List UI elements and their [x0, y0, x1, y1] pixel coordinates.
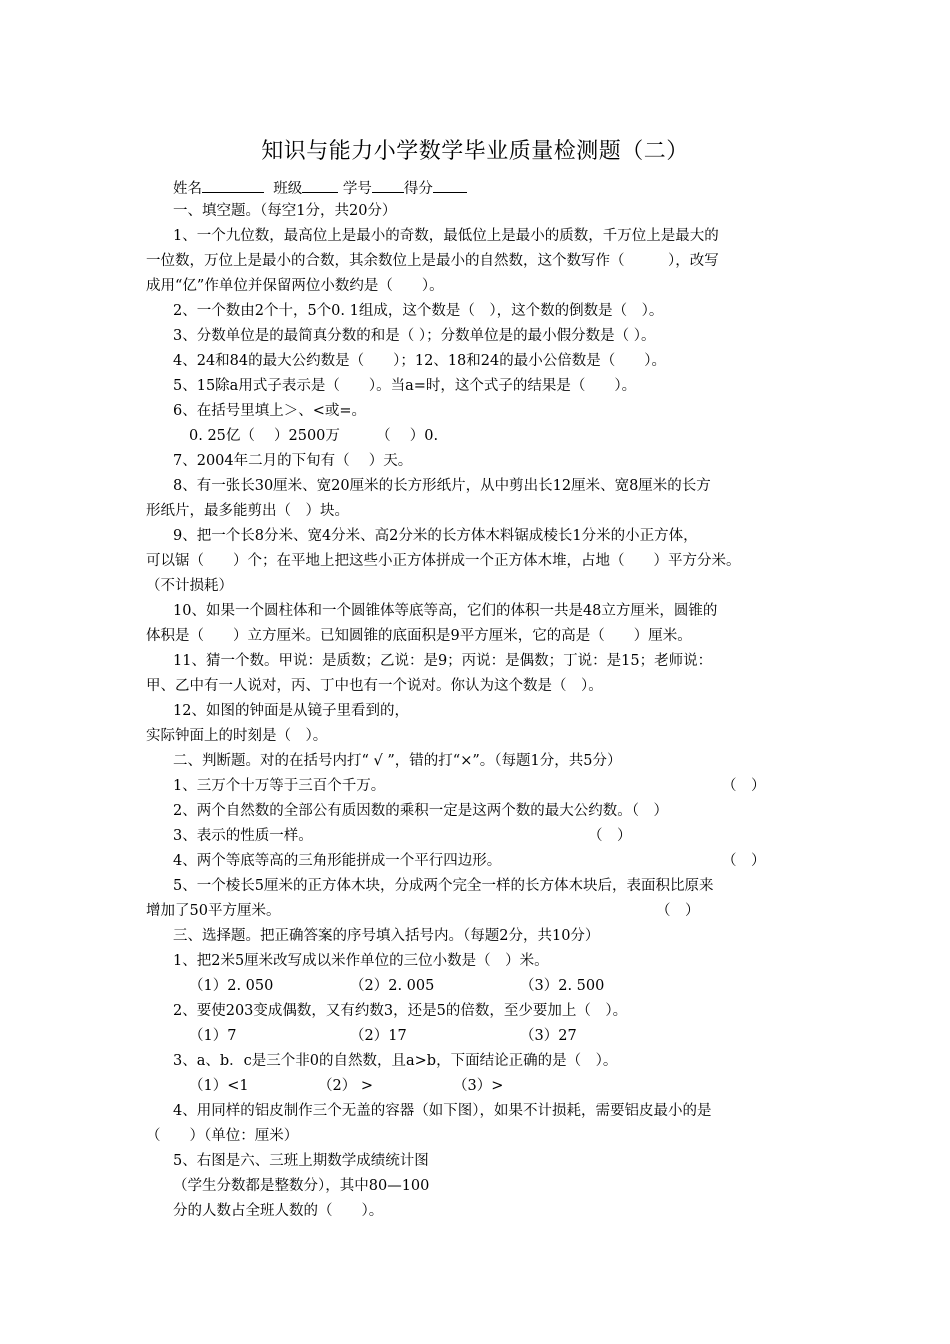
- s3-q5-line3: 分的人数占全班人数的（ ）。: [173, 1203, 384, 1219]
- section-1-heading: 一、填空题。（每空1分，共20分）: [173, 203, 397, 219]
- name-label: 姓名: [173, 181, 202, 197]
- s1-q12-line1: 12、如图的钟面是从镜子里看到的，: [173, 703, 409, 719]
- s3-q1-option-1[interactable]: （1）2. 050: [189, 978, 274, 994]
- s1-q11-line2: 甲、乙中有一人说对，丙、丁中也有一个说对。你认为这个数是（ ）。: [146, 678, 603, 694]
- s2-q1: 1、三万个十万等于三百个千万。: [173, 778, 386, 794]
- s1-q10-line1: 10、如果一个圆柱体和一个圆锥体等底等高，它们的体积一共是48立方厘米，圆锥的: [173, 603, 718, 619]
- s2-q5-line1: 5、一个棱长5厘米的正方体木块，分成两个完全一样的长方体木块后，表面积比原来: [173, 878, 714, 894]
- s3-q4-line2: （ ）（单位：厘米）: [146, 1128, 299, 1144]
- s3-q3: 3、a、b．c是三个非0的自然数，且a>b，下面结论正确的是（ ）。: [173, 1053, 618, 1069]
- s2-q5-line2: 增加了50平方厘米。: [146, 903, 281, 919]
- class-blank[interactable]: [302, 177, 338, 193]
- section-3-heading: 三、选择题。把正确答案的序号填入括号内。（每题2分，共10分）: [173, 928, 600, 944]
- s2-q3: 3、表示的性质一样。: [173, 828, 313, 844]
- s3-q2-option-1[interactable]: （1）7: [189, 1028, 237, 1044]
- page-title: 知识与能力小学数学毕业质量检测题（二）: [261, 139, 689, 164]
- number-label: 学号: [342, 181, 372, 197]
- name-blank[interactable]: [202, 177, 264, 193]
- s1-q8-line1: 8、有一张长30厘米、宽20厘米的长方形纸片，从中剪出长12厘米、宽8厘米的长方: [173, 478, 711, 494]
- s1-q7: 7、2004年二月的下旬有（ ）天。: [173, 453, 413, 469]
- s2-q3-answer-paren[interactable]: （ ）: [588, 828, 632, 844]
- s3-q5-line2: （学生分数都是整数分），其中80—100: [173, 1178, 430, 1194]
- s1-q1-line1: 1、一个九位数，最高位上是最小的奇数，最低位上是最小的质数，千万位上是最大的: [173, 228, 719, 244]
- s3-q1: 1、把2米5厘米改写成以米作单位的三位小数是（ ）米。: [173, 953, 549, 969]
- s1-q5: 5、15除a用式子表示是（ ）。当a=时，这个式子的结果是（ ）。: [173, 378, 637, 394]
- s2-q5-answer-paren[interactable]: （ ）: [656, 903, 700, 919]
- s1-q1-line3: 成用“亿”作单位并保留两位小数约是（ ）。: [146, 278, 444, 294]
- s1-q9-line3: （不计损耗）: [146, 578, 233, 594]
- s1-q8-line2: 形纸片，最多能剪出（ ）块。: [146, 503, 349, 519]
- score-label: 得分: [403, 181, 433, 197]
- s3-q5-line1: 5、右图是六、三班上期数学成绩统计图: [173, 1153, 429, 1169]
- s3-q2: 2、要使203变成偶数，又有约数3，还是5的倍数，至少要加上（ ）。: [173, 1003, 628, 1019]
- section-2-heading: 二、判断题。对的在括号内打“ √ ”，错的打“×”。（每题1分，共5分）: [173, 753, 622, 769]
- s1-q3: 3、分数单位是的最简真分数的和是（ ）；分数单位是的最小假分数是（ ）。: [173, 328, 656, 344]
- s3-q3-option-2[interactable]: （2） >: [318, 1078, 373, 1094]
- s2-q2: 2、两个自然数的全部公有质因数的乘积一定是这两个数的最大公约数。（ ）: [173, 803, 668, 819]
- s2-q4: 4、两个等底等高的三角形能拼成一个平行四边形。: [173, 853, 502, 869]
- s1-q2: 2、一个数由2个十，5个0. 1组成，这个数是（ ），这个数的倒数是（ ）。: [173, 303, 664, 319]
- s1-q9-line1: 9、把一个长8分米、宽4分米、高2分米的长方体木料锯成棱长1分米的小正方体，: [173, 528, 698, 544]
- score-blank[interactable]: [433, 177, 467, 193]
- student-info-line: [173, 177, 467, 199]
- s2-q4-answer-paren[interactable]: （ ）: [722, 853, 766, 869]
- s3-q3-option-3[interactable]: （3）>: [453, 1078, 504, 1094]
- s1-q12-line2: 实际钟面上的时刻是（ ）。: [146, 728, 328, 744]
- s3-q2-option-3[interactable]: （3）27: [520, 1028, 577, 1044]
- s1-q6: 6、在括号里填上＞、<或=。: [173, 403, 367, 419]
- class-label: 班级: [273, 181, 303, 197]
- s3-q1-option-2[interactable]: （2）2. 005: [350, 978, 435, 994]
- s1-q11-line1: 11、猜一个数。甲说：是质数；乙说：是9；丙说：是偶数；丁说：是15；老师说：: [173, 653, 713, 669]
- s1-q1-line2: 一位数，万位上是最小的合数，其余数位上是最小的自然数，这个数写作（ ），改写: [146, 253, 719, 269]
- s1-q4: 4、24和84的最大公约数是（ ）；12、18和24的最小公倍数是（ ）。: [173, 353, 666, 369]
- s2-q1-answer-paren[interactable]: （ ）: [722, 778, 766, 794]
- s3-q3-option-1[interactable]: （1）<1: [189, 1078, 249, 1094]
- s1-q10-line2: 体积是（ ）立方厘米。已知圆锥的底面积是9平方厘米，它的高是（ ）厘米。: [146, 628, 692, 644]
- s3-q4-line1: 4、用同样的铝皮制作三个无盖的容器（如下图），如果不计损耗，需要铝皮最小的是: [173, 1103, 712, 1119]
- number-blank[interactable]: [372, 177, 404, 193]
- s3-q2-option-2[interactable]: （2）17: [350, 1028, 407, 1044]
- s3-q1-option-3[interactable]: （3）2. 500: [520, 978, 605, 994]
- s1-q9-line2: 可以锯（ ）个；在平地上把这些小正方体拼成一个正方体木堆，占地（ ）平方分米。: [146, 553, 741, 569]
- s1-q6-items: 0. 25亿（ ）2500万 （ ）0.: [189, 428, 439, 444]
